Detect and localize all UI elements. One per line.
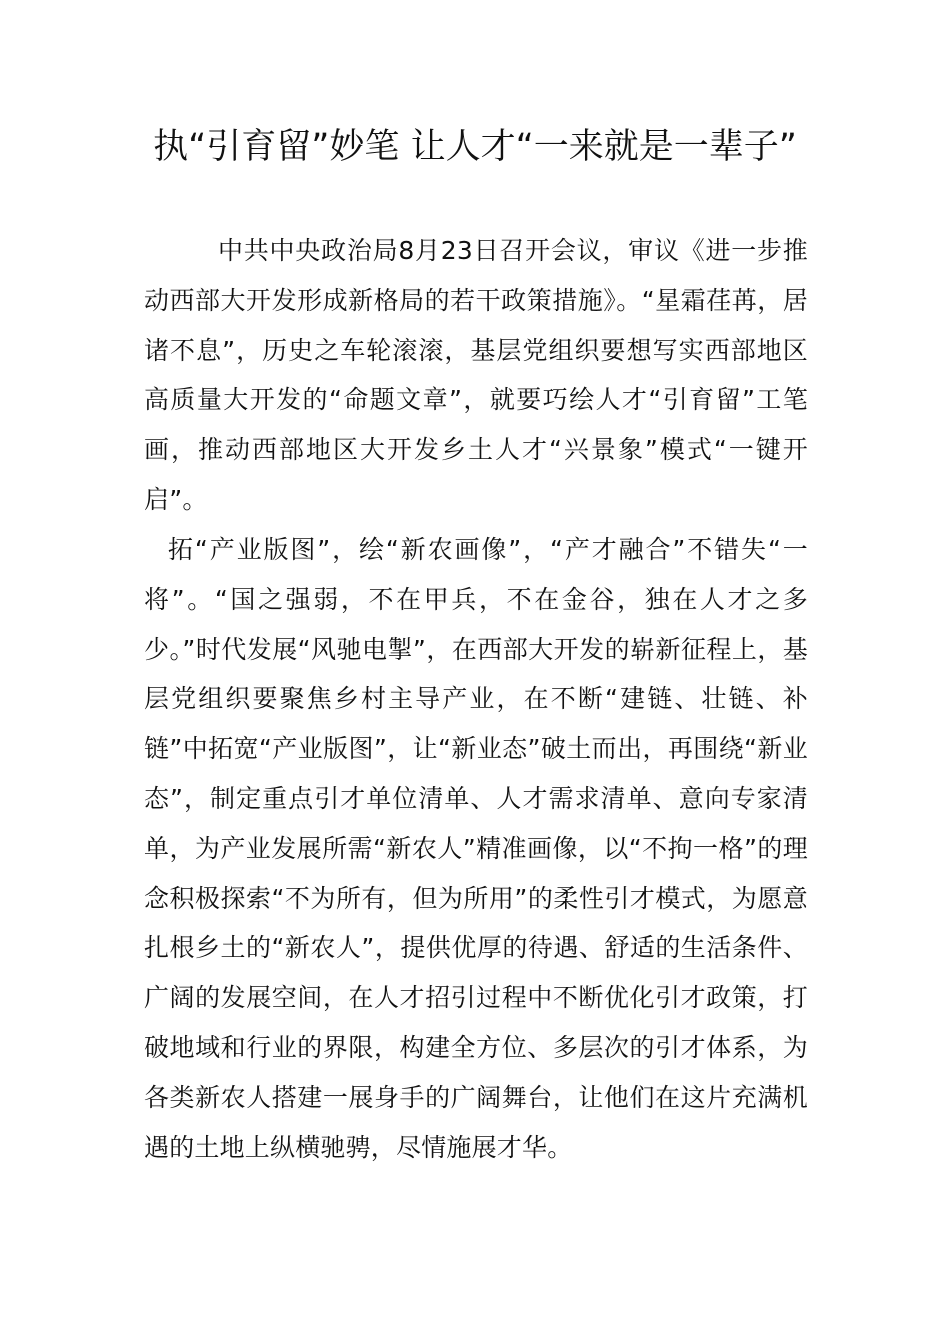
paragraph-intro: 中共中央政治局8月23日召开会议，审议《进一步推动西部大开发形成新格局的若干政策措施》。“星霜荏苒，居诸不息”，历史之车轮滚滚，基层党组织要想写实西部地区高质量大开发的“命题文章”，就要巧绘人才“引育留”工笔画，推动西部地区大开发乡土人才“兴景象”模式“一键开启”。	[144, 236, 808, 514]
paragraph-talent-attraction: 拓“产业版图”，绘“新农画像”，“产才融合”不错失“一将”。“国之强弱，不在甲兵，不在金谷，独在人才之多少。”时代发展“风驰电掣”，在西部大开发的崭新征程上，基层党组织要聚焦乡村主导产业，在不断“建链、壮链、补链”中拓宽“产业版图”，让“新业态”破土而出，再围绕“新业态”，制定重点引才单位清单、人才需求清单、意向专家清单，为产业发展所需“新农人”精准画像，以“不拘一格”的理念积极探索“不为所有，但为所用”的柔性引才模式，为愿意扎根乡土的“新农人”，提供优厚的待遇、舒适的生活条件、广阔的发展空间，在人才招引过程中不断优化引才政策，打破地域和行业的界限，构建全方位、多层次的引才体系，为各类新农人搭建一展身手的广阔舞台，让他们在这片充满机遇的土地上纵横驰骋，尽情施展才华。	[144, 535, 808, 1162]
document-title: 执“引育留”妙笔 让人才“一来就是一辈子”	[153, 127, 797, 167]
